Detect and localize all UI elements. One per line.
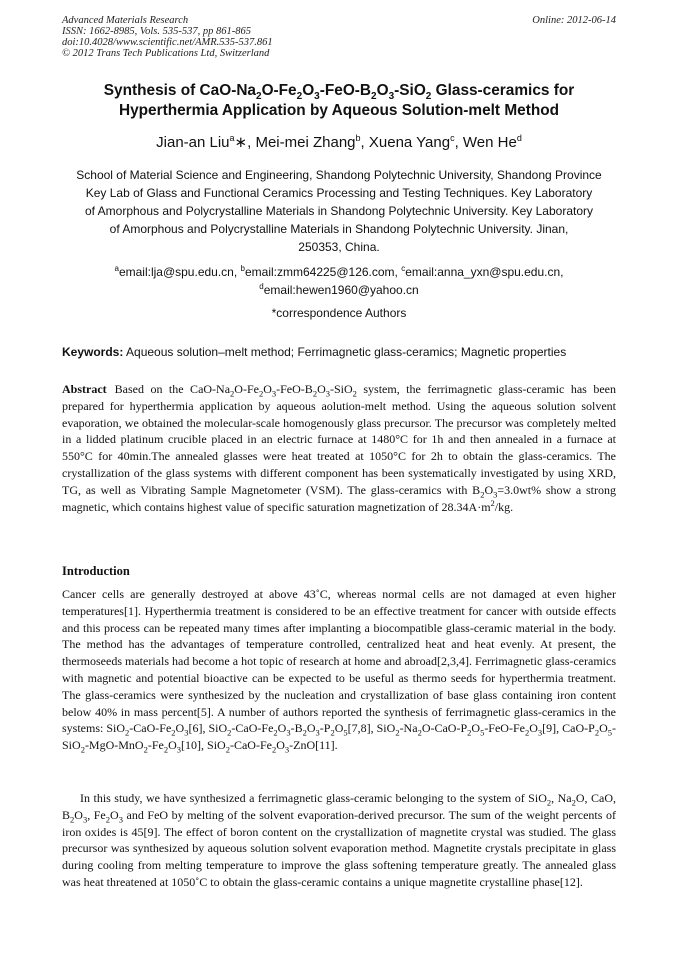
email-link[interactable]: email:zmm64225@126.com, xyxy=(244,265,402,279)
subscript: 5 xyxy=(343,727,348,738)
title-part: Glass-ceramics for xyxy=(431,82,575,99)
author-affil-mark: a xyxy=(229,133,235,143)
intro-text: O xyxy=(529,721,538,736)
subscript: 2 xyxy=(312,388,318,399)
affiliation-line: of Amorphous and Polycrystalline Materials in Shandong Polytechnic University. Jinan, xyxy=(109,222,569,237)
keywords-text: Aqueous solution–melt method; Ferrimagnetic glass-ceramics; Magnetic properties xyxy=(123,345,567,359)
intro-text: -CaO-Fe xyxy=(229,738,272,753)
intro-text: Cancer cells are generally destroyed at above 43˚C, whereas normal cells are not damaged at even higher temperatures[1]. Hyperthermia treatment is considered to be an effective treatment for cancer with outside effects and this process can be repeated many times after implanting a biocompatible glass-ceramic material in the body. The method has the advantages of temperature controlled, centralized heat and heat evenly. At present, the thermoseeds materials had become a hot topic of research at home and abroad[2,3,4]. Ferrimagnetic glass-ceramics with magnetic and potential bioactive can be expected to be useful as thermo seeds for hyperthermia treatment. The glass-ceramics were synthesized by the nucleation and crystallization of base glass containing iron content below 40% in mass percent[5]. A number of authors reported the synthesis of ferrimagnetic glass-ceramics in the systems: SiO xyxy=(62,587,616,736)
affiliation-block xyxy=(62,166,616,256)
email-mark: c xyxy=(401,264,406,273)
abstract-text: /kg. xyxy=(494,499,514,514)
email-link[interactable]: email:lja@spu.edu.cn, xyxy=(118,265,241,279)
subscript: 2 xyxy=(524,727,530,738)
subscript: 2 xyxy=(480,489,485,500)
email-block xyxy=(62,263,616,299)
subscript: 3 xyxy=(315,727,320,738)
correspondence-note: *correspondence Authors xyxy=(271,306,407,320)
intro-text: O xyxy=(276,738,285,753)
author-affil-mark: c xyxy=(450,133,455,143)
intro-text: -CaO-Fe xyxy=(129,721,172,736)
affiliation-line: School of Material Science and Engineering, Shandong Polytechnic University, Shandong Province xyxy=(76,168,602,182)
journal-header xyxy=(62,15,616,59)
affiliation-line: of Amorphous and Polycrystalline Materials in Shandong Polytechnic University. Key Laboratory xyxy=(84,204,594,219)
subscript: 2 xyxy=(225,744,230,755)
subscript: 3 xyxy=(286,727,291,738)
subscript: 2 xyxy=(467,727,472,738)
title-part: O xyxy=(376,82,389,99)
intro-text: , Fe xyxy=(87,807,106,822)
subscript: 2 xyxy=(171,727,176,738)
subscript: 2 xyxy=(271,744,277,755)
author-name: Mei-mei Zhang xyxy=(255,134,356,151)
intro-text: O xyxy=(74,807,83,822)
subscript: 2 xyxy=(80,744,85,755)
abstract-text: -FeO-B xyxy=(276,382,313,396)
subscript: 2 xyxy=(230,388,235,399)
author-affil-mark: d xyxy=(516,133,522,143)
subscript: 3 xyxy=(176,744,182,755)
abstract-text: O xyxy=(263,382,272,396)
email-mark: b xyxy=(240,264,245,273)
intro-text: [6], SiO xyxy=(188,721,228,736)
superscript: 2 xyxy=(490,497,495,508)
intro-paragraph-1 xyxy=(62,586,616,754)
subscript: 2 xyxy=(70,814,75,825)
abstract-text: O xyxy=(484,482,494,497)
intro-text: O xyxy=(471,721,481,736)
subscript: 3 xyxy=(82,814,88,825)
doi-line: doi:10.4028/www.scientific.net/AMR.535-537.861 xyxy=(62,37,273,48)
title-part: Synthesis of CaO-Na xyxy=(103,82,256,99)
affiliation-line: Key Lab of Glass and Functional Ceramics Processing and Testing Techniques. Key Laboratory xyxy=(85,186,593,201)
subscript: 2 xyxy=(227,727,232,738)
title-part: O xyxy=(302,82,315,99)
abstract-paragraph xyxy=(62,381,616,515)
abstract-text: -SiO xyxy=(329,382,353,396)
author-name: Wen He xyxy=(462,134,517,151)
intro-text: -SiO xyxy=(62,721,617,753)
intro-text: [10], SiO xyxy=(181,738,226,753)
author-affil-mark: b xyxy=(355,133,361,143)
subscript: 2 xyxy=(302,727,307,738)
paper-title xyxy=(40,81,638,121)
intro-text: -Na xyxy=(399,721,418,736)
intro-text: -CaO-Fe xyxy=(231,721,274,736)
subscript: 2 xyxy=(546,797,552,808)
subscript: 5 xyxy=(607,727,613,738)
abstract-text: Based on the CaO-Na xyxy=(114,382,231,396)
online-date: Online: 2012-06-14 xyxy=(532,15,616,26)
intro-text: O, CaO, B xyxy=(62,791,616,822)
intro-text: O xyxy=(175,721,185,736)
subscript: 3 xyxy=(493,489,498,500)
subscript: 2 xyxy=(395,727,400,738)
intro-text: O xyxy=(599,721,608,736)
keywords-line xyxy=(62,344,616,360)
affiliation-line: 250353, China. xyxy=(298,240,380,255)
intro-text: [9], CaO-P xyxy=(542,721,595,736)
subscript: 2 xyxy=(330,727,335,738)
title-sub: 3 xyxy=(314,91,320,103)
title-sub: 3 xyxy=(388,91,395,103)
email-link[interactable]: email:hewen1960@yahoo.cn xyxy=(263,283,419,297)
issn-line: ISSN: 1662-8985, Vols. 535-537, pp 861-865 xyxy=(62,26,251,37)
subscript: 2 xyxy=(594,727,600,738)
abstract-text: O-Fe xyxy=(234,382,259,396)
subscript: 2 xyxy=(143,744,148,755)
title-sub: 2 xyxy=(256,91,262,103)
title-sub: 2 xyxy=(371,91,377,103)
title-line-2: Hyperthermia Application by Aqueous Solution-melt Method xyxy=(118,102,560,119)
intro-text: -ZnO[11]. xyxy=(289,738,338,753)
title-sub: 2 xyxy=(425,91,432,103)
intro-text: -MgO-MnO xyxy=(84,738,144,753)
section-heading: Introduction xyxy=(62,564,130,578)
corresponding-mark: ∗ xyxy=(234,134,248,151)
journal-name: Advanced Materials Research xyxy=(62,15,189,26)
intro-text: O xyxy=(306,721,316,736)
title-part: -FeO-B xyxy=(319,82,372,99)
abstract-text: O xyxy=(317,382,326,396)
intro-text: O xyxy=(334,721,344,736)
subscript: 2 xyxy=(258,388,264,399)
intro-text: O xyxy=(277,721,287,736)
subscript: 2 xyxy=(571,797,576,808)
title-sub: 2 xyxy=(296,91,303,103)
subscript: 2 xyxy=(352,388,357,399)
email-mark: a xyxy=(114,264,119,273)
copyright-line: © 2012 Trans Tech Publications Ltd, Switzerland xyxy=(62,48,270,59)
subscript: 3 xyxy=(118,814,123,825)
intro-text: O-CaO-P xyxy=(421,721,468,736)
title-part: O-Fe xyxy=(261,82,297,99)
intro-text: O xyxy=(110,807,119,822)
subscript: 3 xyxy=(284,744,290,755)
author-list: Jian-an Liu$^a$∗, Mei-mei Zhang$^b$, Xuena Yang$^c$, Wen He$^d$ xyxy=(156,133,522,151)
intro-text: -FeO-Fe xyxy=(484,721,525,736)
intro-paragraph-2 xyxy=(62,790,616,891)
intro-text: and FeO by melting of the solvent evaporation-derived precursor. The sum of the weight percents of iron oxides is 45[9]. The effect of boron content on the crystallization of magnetite crystal was studied. The glass precursor was synthesized by aqueous solution solvent evaporation method. Magnetite crystals precipitate in glass during cooling from melting temperature to improve the glass softening temperature greatly. The annealed glass was heat threatened at 1050˚C to obtain the glass-ceramic contains a unique magnetite crystalline phase[12]. xyxy=(62,807,617,889)
subscript: 3 xyxy=(271,388,277,399)
subscript: 3 xyxy=(537,727,543,738)
author-name: Jian-an Liu xyxy=(156,134,230,151)
subscript: 2 xyxy=(273,727,278,738)
author-name: Xuena Yang xyxy=(368,134,451,151)
email-mark: d xyxy=(259,282,264,291)
subscript: 2 xyxy=(105,814,111,825)
intro-text: -B xyxy=(290,721,303,736)
abstract-label: Abstract xyxy=(62,382,107,396)
intro-text: O xyxy=(168,738,177,753)
subscript: 5 xyxy=(480,727,485,738)
subscript: 2 xyxy=(125,727,130,738)
subscript: 2 xyxy=(417,727,422,738)
intro-text: -Fe xyxy=(147,738,164,753)
title-part: -SiO xyxy=(394,82,426,99)
keywords-label: Keywords: xyxy=(62,345,124,359)
subscript: 3 xyxy=(325,388,330,399)
abstract-text: =3.0wt% show a strong magnetic, which contains highest value of specific saturation magnetization of 28.34A·m xyxy=(62,482,616,514)
email-link[interactable]: email:anna_yxn@spu.edu.cn, xyxy=(405,265,564,279)
subscript: 3 xyxy=(184,727,189,738)
intro-text: -P xyxy=(319,721,331,736)
intro-text: In this study, we have synthesized a ferrimagnetic glass-ceramic belonging to the system of SiO xyxy=(80,791,547,805)
intro-text: , Na xyxy=(551,791,572,805)
abstract-text: system, the ferrimagnetic glass-ceramic has been prepared for hyperthermia application by aqueous aolution-melt method. Using the aqueous solution solvent evaporation, we obtained the molecular-scale homogenously glass precursor. The precursor was completely melted in a lidded platinum crucible placed in an electric furnace at 1480°C for 1h and then annealed in a furnace at 550°C for 40min.The annealed glasses were heat treated at 1050°C for 2h to obtain the glass-ceramics. The crystallization of the glass systems with different component has been systematically investigated by using XRD, TG, as well as Vibrating Sample Magnetometer (VSM). The glass-ceramics with B xyxy=(62,382,616,497)
intro-text: [7,8], SiO xyxy=(347,721,396,736)
subscript: 2 xyxy=(163,744,169,755)
